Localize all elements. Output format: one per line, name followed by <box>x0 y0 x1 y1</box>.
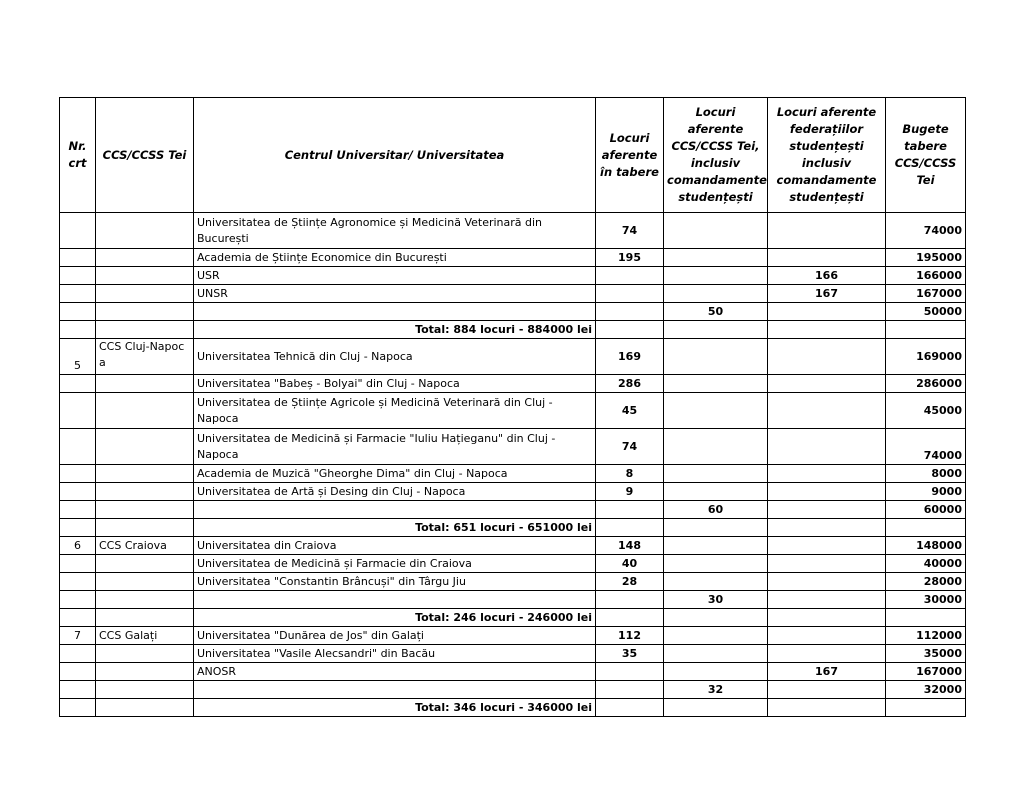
cell-locuri-federatii <box>768 537 886 555</box>
cell-buget: 148000 <box>886 537 966 555</box>
table-row <box>60 573 966 591</box>
header-locuri-federatii: Locuri aferente federațiilor studențești inclusiv comandamente studențești <box>768 98 886 213</box>
cell-locuri-federatii <box>768 393 886 429</box>
cell-buget: 40000 <box>886 555 966 573</box>
cell-nr <box>60 303 96 321</box>
cell-ccs <box>96 303 194 321</box>
cell-buget: 32000 <box>886 681 966 699</box>
header-nr: Nr. crt <box>60 98 96 213</box>
total-label: Total: 346 locuri - 346000 lei <box>194 699 596 717</box>
cell-nr <box>60 483 96 501</box>
cell-locuri-ccs <box>664 213 768 249</box>
cell-empty <box>886 321 966 339</box>
table-row <box>60 267 966 285</box>
cell-locuri-federatii <box>768 429 886 465</box>
cell-buget: 167000 <box>886 285 966 303</box>
total-row <box>60 519 966 537</box>
cell-locuri-tabere: 35 <box>596 645 664 663</box>
cell-locuri-federatii <box>768 555 886 573</box>
cell-empty <box>886 699 966 717</box>
cell-nr: 6 <box>60 537 96 555</box>
cell-ccs <box>96 483 194 501</box>
cell-locuri-ccs: 30 <box>664 591 768 609</box>
cell-buget: 167000 <box>886 663 966 681</box>
cell-locuri-tabere <box>596 285 664 303</box>
cell-ccs <box>96 393 194 429</box>
header-ccs: CCS/CCSS Tei <box>96 98 194 213</box>
cell-nr <box>60 393 96 429</box>
table-row <box>60 483 966 501</box>
cell-empty <box>664 699 768 717</box>
cell-locuri-ccs <box>664 339 768 375</box>
cell-empty <box>768 321 886 339</box>
cell-university: Universitatea de Medicină și Farmacie din Craiova <box>194 555 596 573</box>
cell-ccs <box>96 681 194 699</box>
cell-locuri-tabere: 74 <box>596 213 664 249</box>
cell-locuri-federatii <box>768 375 886 393</box>
cell-locuri-federatii <box>768 213 886 249</box>
cell-locuri-ccs <box>664 393 768 429</box>
cell-university <box>194 501 596 519</box>
total-row <box>60 321 966 339</box>
cell-buget: 112000 <box>886 627 966 645</box>
cell-locuri-tabere <box>596 501 664 519</box>
cell-empty <box>596 321 664 339</box>
cell-locuri-ccs <box>664 429 768 465</box>
cell-locuri-federatii <box>768 339 886 375</box>
cell-locuri-ccs <box>664 627 768 645</box>
table-row <box>60 501 966 519</box>
cell-locuri-tabere: 148 <box>596 537 664 555</box>
cell-locuri-ccs <box>664 645 768 663</box>
table-row <box>60 429 966 465</box>
cell-university: Universitatea de Medicină și Farmacie "Iuliu Hațieganu" din Cluj - Napoca <box>194 429 596 465</box>
cell-nr <box>60 591 96 609</box>
cell-university: Universitatea "Babeș - Bolyai" din Cluj - Napoca <box>194 375 596 393</box>
cell-university: Universitatea "Dunărea de Jos" din Galați <box>194 627 596 645</box>
cell-nr <box>60 465 96 483</box>
cell-locuri-tabere: 169 <box>596 339 664 375</box>
cell-locuri-ccs <box>664 573 768 591</box>
cell-ccs <box>96 501 194 519</box>
cell-locuri-tabere <box>596 663 664 681</box>
cell-university: UNSR <box>194 285 596 303</box>
cell-nr: 7 <box>60 627 96 645</box>
cell-nr: 5 <box>60 339 96 375</box>
cell-buget: 45000 <box>886 393 966 429</box>
cell-locuri-federatii: 167 <box>768 663 886 681</box>
cell-locuri-tabere: 28 <box>596 573 664 591</box>
table-row <box>60 681 966 699</box>
table-row <box>60 393 966 429</box>
cell-locuri-tabere: 195 <box>596 249 664 267</box>
cell-ccs <box>96 267 194 285</box>
cell-buget: 286000 <box>886 375 966 393</box>
cell-locuri-ccs: 60 <box>664 501 768 519</box>
cell-ccs: CCS Galați <box>96 627 194 645</box>
table-row <box>60 591 966 609</box>
cell-locuri-federatii: 166 <box>768 267 886 285</box>
header-centru: Centrul Universitar/ Universitatea <box>194 98 596 213</box>
cell-buget: 28000 <box>886 573 966 591</box>
cell-locuri-ccs <box>664 375 768 393</box>
cell-buget: 195000 <box>886 249 966 267</box>
cell-empty <box>768 699 886 717</box>
cell-university: USR <box>194 267 596 285</box>
cell-university: Universitatea de Științe Agricole și Medicină Veterinară din Cluj - Napoca <box>194 393 596 429</box>
cell-buget: 9000 <box>886 483 966 501</box>
header-locuri-tabere: Locuri aferente în tabere <box>596 98 664 213</box>
cell-locuri-tabere: 8 <box>596 465 664 483</box>
cell-locuri-federatii <box>768 645 886 663</box>
total-row <box>60 609 966 627</box>
cell-locuri-federatii: 167 <box>768 285 886 303</box>
cell-locuri-ccs <box>664 465 768 483</box>
cell-locuri-tabere <box>596 681 664 699</box>
cell-empty <box>60 699 96 717</box>
cell-ccs <box>96 663 194 681</box>
table-row <box>60 555 966 573</box>
cell-ccs: CCS Cluj-Napoca <box>96 339 194 375</box>
cell-locuri-ccs <box>664 555 768 573</box>
cell-university <box>194 681 596 699</box>
total-label: Total: 651 locuri - 651000 lei <box>194 519 596 537</box>
header-bugete: Bugete tabere CCS/CCSS Tei <box>886 98 966 213</box>
cell-empty <box>96 699 194 717</box>
cell-locuri-ccs <box>664 249 768 267</box>
cell-ccs <box>96 645 194 663</box>
cell-nr <box>60 429 96 465</box>
cell-empty <box>60 321 96 339</box>
cell-empty <box>886 519 966 537</box>
cell-locuri-tabere <box>596 303 664 321</box>
table-row <box>60 375 966 393</box>
cell-empty <box>768 609 886 627</box>
cell-buget: 74000 <box>886 213 966 249</box>
table-row <box>60 303 966 321</box>
cell-locuri-tabere: 9 <box>596 483 664 501</box>
cell-university: Universitatea din Craiova <box>194 537 596 555</box>
cell-nr <box>60 375 96 393</box>
cell-locuri-ccs <box>664 483 768 501</box>
cell-locuri-tabere: 286 <box>596 375 664 393</box>
total-label: Total: 246 locuri - 246000 lei <box>194 609 596 627</box>
cell-locuri-tabere <box>596 267 664 285</box>
cell-nr <box>60 285 96 303</box>
cell-nr <box>60 267 96 285</box>
cell-university: Universitatea de Științe Agronomice și Medicină Veterinară din București <box>194 213 596 249</box>
table-row <box>60 627 966 645</box>
cell-nr <box>60 249 96 267</box>
allocation-table <box>59 97 966 717</box>
cell-nr <box>60 663 96 681</box>
cell-ccs <box>96 465 194 483</box>
cell-locuri-federatii <box>768 591 886 609</box>
cell-locuri-tabere <box>596 591 664 609</box>
table-row <box>60 537 966 555</box>
header-locuri-ccs: Locuri aferente CCS/CCSS Tei, inclusiv comandamente studențești <box>664 98 768 213</box>
cell-locuri-ccs: 50 <box>664 303 768 321</box>
table-row <box>60 645 966 663</box>
cell-locuri-federatii <box>768 681 886 699</box>
cell-empty <box>664 321 768 339</box>
cell-locuri-tabere: 74 <box>596 429 664 465</box>
cell-nr <box>60 555 96 573</box>
cell-locuri-tabere: 45 <box>596 393 664 429</box>
cell-locuri-federatii <box>768 501 886 519</box>
total-label: Total: 884 locuri - 884000 lei <box>194 321 596 339</box>
cell-locuri-ccs <box>664 663 768 681</box>
cell-empty <box>596 609 664 627</box>
cell-empty <box>96 321 194 339</box>
cell-ccs <box>96 591 194 609</box>
cell-buget: 30000 <box>886 591 966 609</box>
cell-ccs <box>96 213 194 249</box>
table-row <box>60 465 966 483</box>
header-row <box>60 98 966 213</box>
cell-locuri-federatii <box>768 303 886 321</box>
cell-ccs <box>96 285 194 303</box>
cell-university: Universitatea Tehnică din Cluj - Napoca <box>194 339 596 375</box>
cell-locuri-tabere: 40 <box>596 555 664 573</box>
cell-locuri-federatii <box>768 465 886 483</box>
cell-locuri-federatii <box>768 573 886 591</box>
cell-university: Universitatea de Artă și Desing din Cluj - Napoca <box>194 483 596 501</box>
cell-ccs <box>96 573 194 591</box>
table-row <box>60 663 966 681</box>
cell-university: Universitatea "Vasile Alecsandri" din Bacău <box>194 645 596 663</box>
cell-locuri-ccs <box>664 537 768 555</box>
cell-nr <box>60 573 96 591</box>
cell-buget: 166000 <box>886 267 966 285</box>
cell-empty <box>60 609 96 627</box>
cell-university <box>194 591 596 609</box>
cell-nr <box>60 681 96 699</box>
table-row <box>60 213 966 249</box>
cell-ccs <box>96 375 194 393</box>
cell-nr <box>60 645 96 663</box>
cell-empty <box>96 609 194 627</box>
cell-buget: 60000 <box>886 501 966 519</box>
cell-ccs <box>96 249 194 267</box>
cell-locuri-tabere: 112 <box>596 627 664 645</box>
cell-buget: 169000 <box>886 339 966 375</box>
cell-buget: 35000 <box>886 645 966 663</box>
cell-university <box>194 303 596 321</box>
cell-empty <box>596 699 664 717</box>
cell-locuri-ccs <box>664 267 768 285</box>
cell-nr <box>60 501 96 519</box>
cell-empty <box>60 519 96 537</box>
table-row <box>60 339 966 375</box>
cell-locuri-federatii <box>768 483 886 501</box>
total-row <box>60 699 966 717</box>
cell-buget: 74000 <box>886 429 966 465</box>
cell-buget: 8000 <box>886 465 966 483</box>
cell-buget: 50000 <box>886 303 966 321</box>
cell-empty <box>96 519 194 537</box>
cell-empty <box>886 609 966 627</box>
cell-locuri-ccs: 32 <box>664 681 768 699</box>
cell-nr <box>60 213 96 249</box>
cell-locuri-federatii <box>768 249 886 267</box>
cell-university: Academia de Muzică "Gheorghe Dima" din Cluj - Napoca <box>194 465 596 483</box>
cell-locuri-federatii <box>768 627 886 645</box>
cell-university: ANOSR <box>194 663 596 681</box>
cell-university: Academia de Științe Economice din București <box>194 249 596 267</box>
cell-ccs <box>96 555 194 573</box>
cell-empty <box>768 519 886 537</box>
cell-ccs <box>96 429 194 465</box>
cell-empty <box>596 519 664 537</box>
cell-university: Universitatea "Constantin Brâncuși" din Târgu Jiu <box>194 573 596 591</box>
cell-empty <box>664 609 768 627</box>
cell-ccs: CCS Craiova <box>96 537 194 555</box>
cell-empty <box>664 519 768 537</box>
table-row <box>60 285 966 303</box>
table-row <box>60 249 966 267</box>
cell-locuri-ccs <box>664 285 768 303</box>
